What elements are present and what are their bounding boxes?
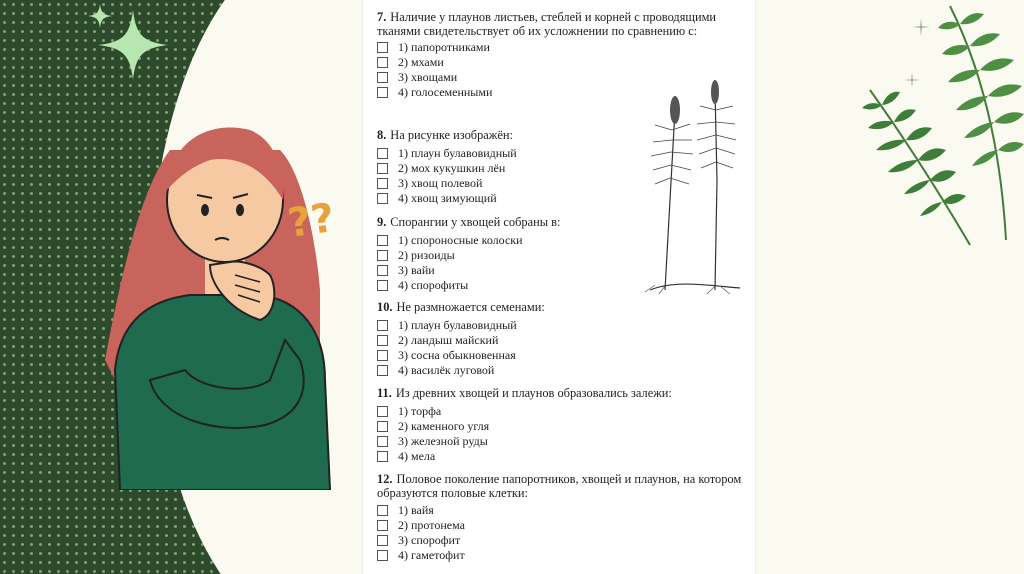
thinking-girl-illustration [100,90,350,490]
checkbox[interactable] [377,148,388,159]
checkbox[interactable] [377,520,388,531]
answer-option[interactable]: 2) ландыш майский [377,333,749,348]
checkbox[interactable] [377,350,388,361]
answer-option[interactable]: 3) железной руды [377,434,749,449]
question-text: Спорангии у хвощей собраны в: [390,215,561,229]
question-number: 9. [377,215,387,229]
checkbox[interactable] [377,421,388,432]
checkbox[interactable] [377,178,388,189]
question-number: 12. [377,472,393,486]
checkbox[interactable] [377,265,388,276]
answer-option[interactable]: 2) протонема [377,518,749,533]
test-page [362,0,756,574]
answer-option[interactable]: 4) голосеменными [377,85,749,100]
answer-option[interactable]: 2) мох кукушкин лён [377,161,637,176]
answer-option[interactable]: 2) мхами [377,55,749,70]
answer-option[interactable]: 1) папоротниками [377,40,749,55]
answer-option[interactable]: 1) плаун булавовидный [377,146,637,161]
question-text: Наличие у плаунов листьев, стеблей и корней с проводящими тканями свидетельствует об их усложнении по сравнению с: [377,10,717,38]
checkbox[interactable] [377,235,388,246]
checkbox[interactable] [377,335,388,346]
checkbox[interactable] [377,436,388,447]
checkbox[interactable] [377,163,388,174]
answer-option[interactable]: 1) плаун булавовидный [377,318,749,333]
answer-option[interactable]: 4) мела [377,449,749,464]
question-10 [377,300,749,378]
checkbox[interactable] [377,193,388,204]
question-text: Из древних хвощей и плаунов образовались залежи: [395,386,672,400]
checkbox[interactable] [377,505,388,516]
question-text: На рисунке изображён: [390,128,513,142]
checkbox[interactable] [377,87,388,98]
checkbox[interactable] [377,320,388,331]
answer-option[interactable]: 2) ризоиды [377,248,637,263]
checkbox[interactable] [377,451,388,462]
answer-option[interactable]: 1) торфа [377,404,749,419]
checkbox[interactable] [377,250,388,261]
fern-leaf-icon [938,2,1024,242]
answer-option[interactable]: 3) спорофит [377,533,749,548]
question-text: Не размножается семенами: [396,300,545,314]
question-number: 7. [377,10,387,24]
answer-option[interactable]: 3) сосна обыкновенная [377,348,749,363]
checkbox[interactable] [377,365,388,376]
answer-option[interactable]: 3) вайи [377,263,637,278]
answer-option[interactable]: 4) спорофиты [377,278,637,293]
checkbox[interactable] [377,42,388,53]
question-number: 10. [377,300,393,314]
question-number: 8. [377,128,387,142]
question-8 [377,128,637,206]
sparkle-icon [912,18,930,36]
question-marks: ?? [285,194,338,248]
checkbox[interactable] [377,535,388,546]
sparkle-icon [904,72,920,88]
checkbox[interactable] [377,280,388,291]
checkbox[interactable] [377,72,388,83]
answer-option[interactable]: 2) каменного угля [377,419,749,434]
horsetail-illustration [635,80,750,295]
answer-option[interactable]: 3) хвощами [377,70,749,85]
answer-option[interactable]: 3) хвощ полевой [377,176,637,191]
answer-option[interactable]: 1) вайя [377,503,749,518]
sparkle-icon [88,4,112,28]
answer-option[interactable]: 4) гаметофит [377,548,749,563]
checkbox[interactable] [377,550,388,561]
checkbox[interactable] [377,406,388,417]
question-11 [377,386,749,464]
answer-option[interactable]: 4) василёк луговой [377,363,749,378]
answer-option[interactable]: 4) хвощ зимующий [377,191,637,206]
question-12 [377,472,749,563]
answer-option[interactable]: 1) спороносные колоски [377,233,637,248]
question-text: Половое поколение папоротников, хвощей и плаунов, на котором образуются половые клетки: [377,472,742,500]
checkbox[interactable] [377,57,388,68]
question-9 [377,215,637,293]
question-number: 11. [377,386,392,400]
